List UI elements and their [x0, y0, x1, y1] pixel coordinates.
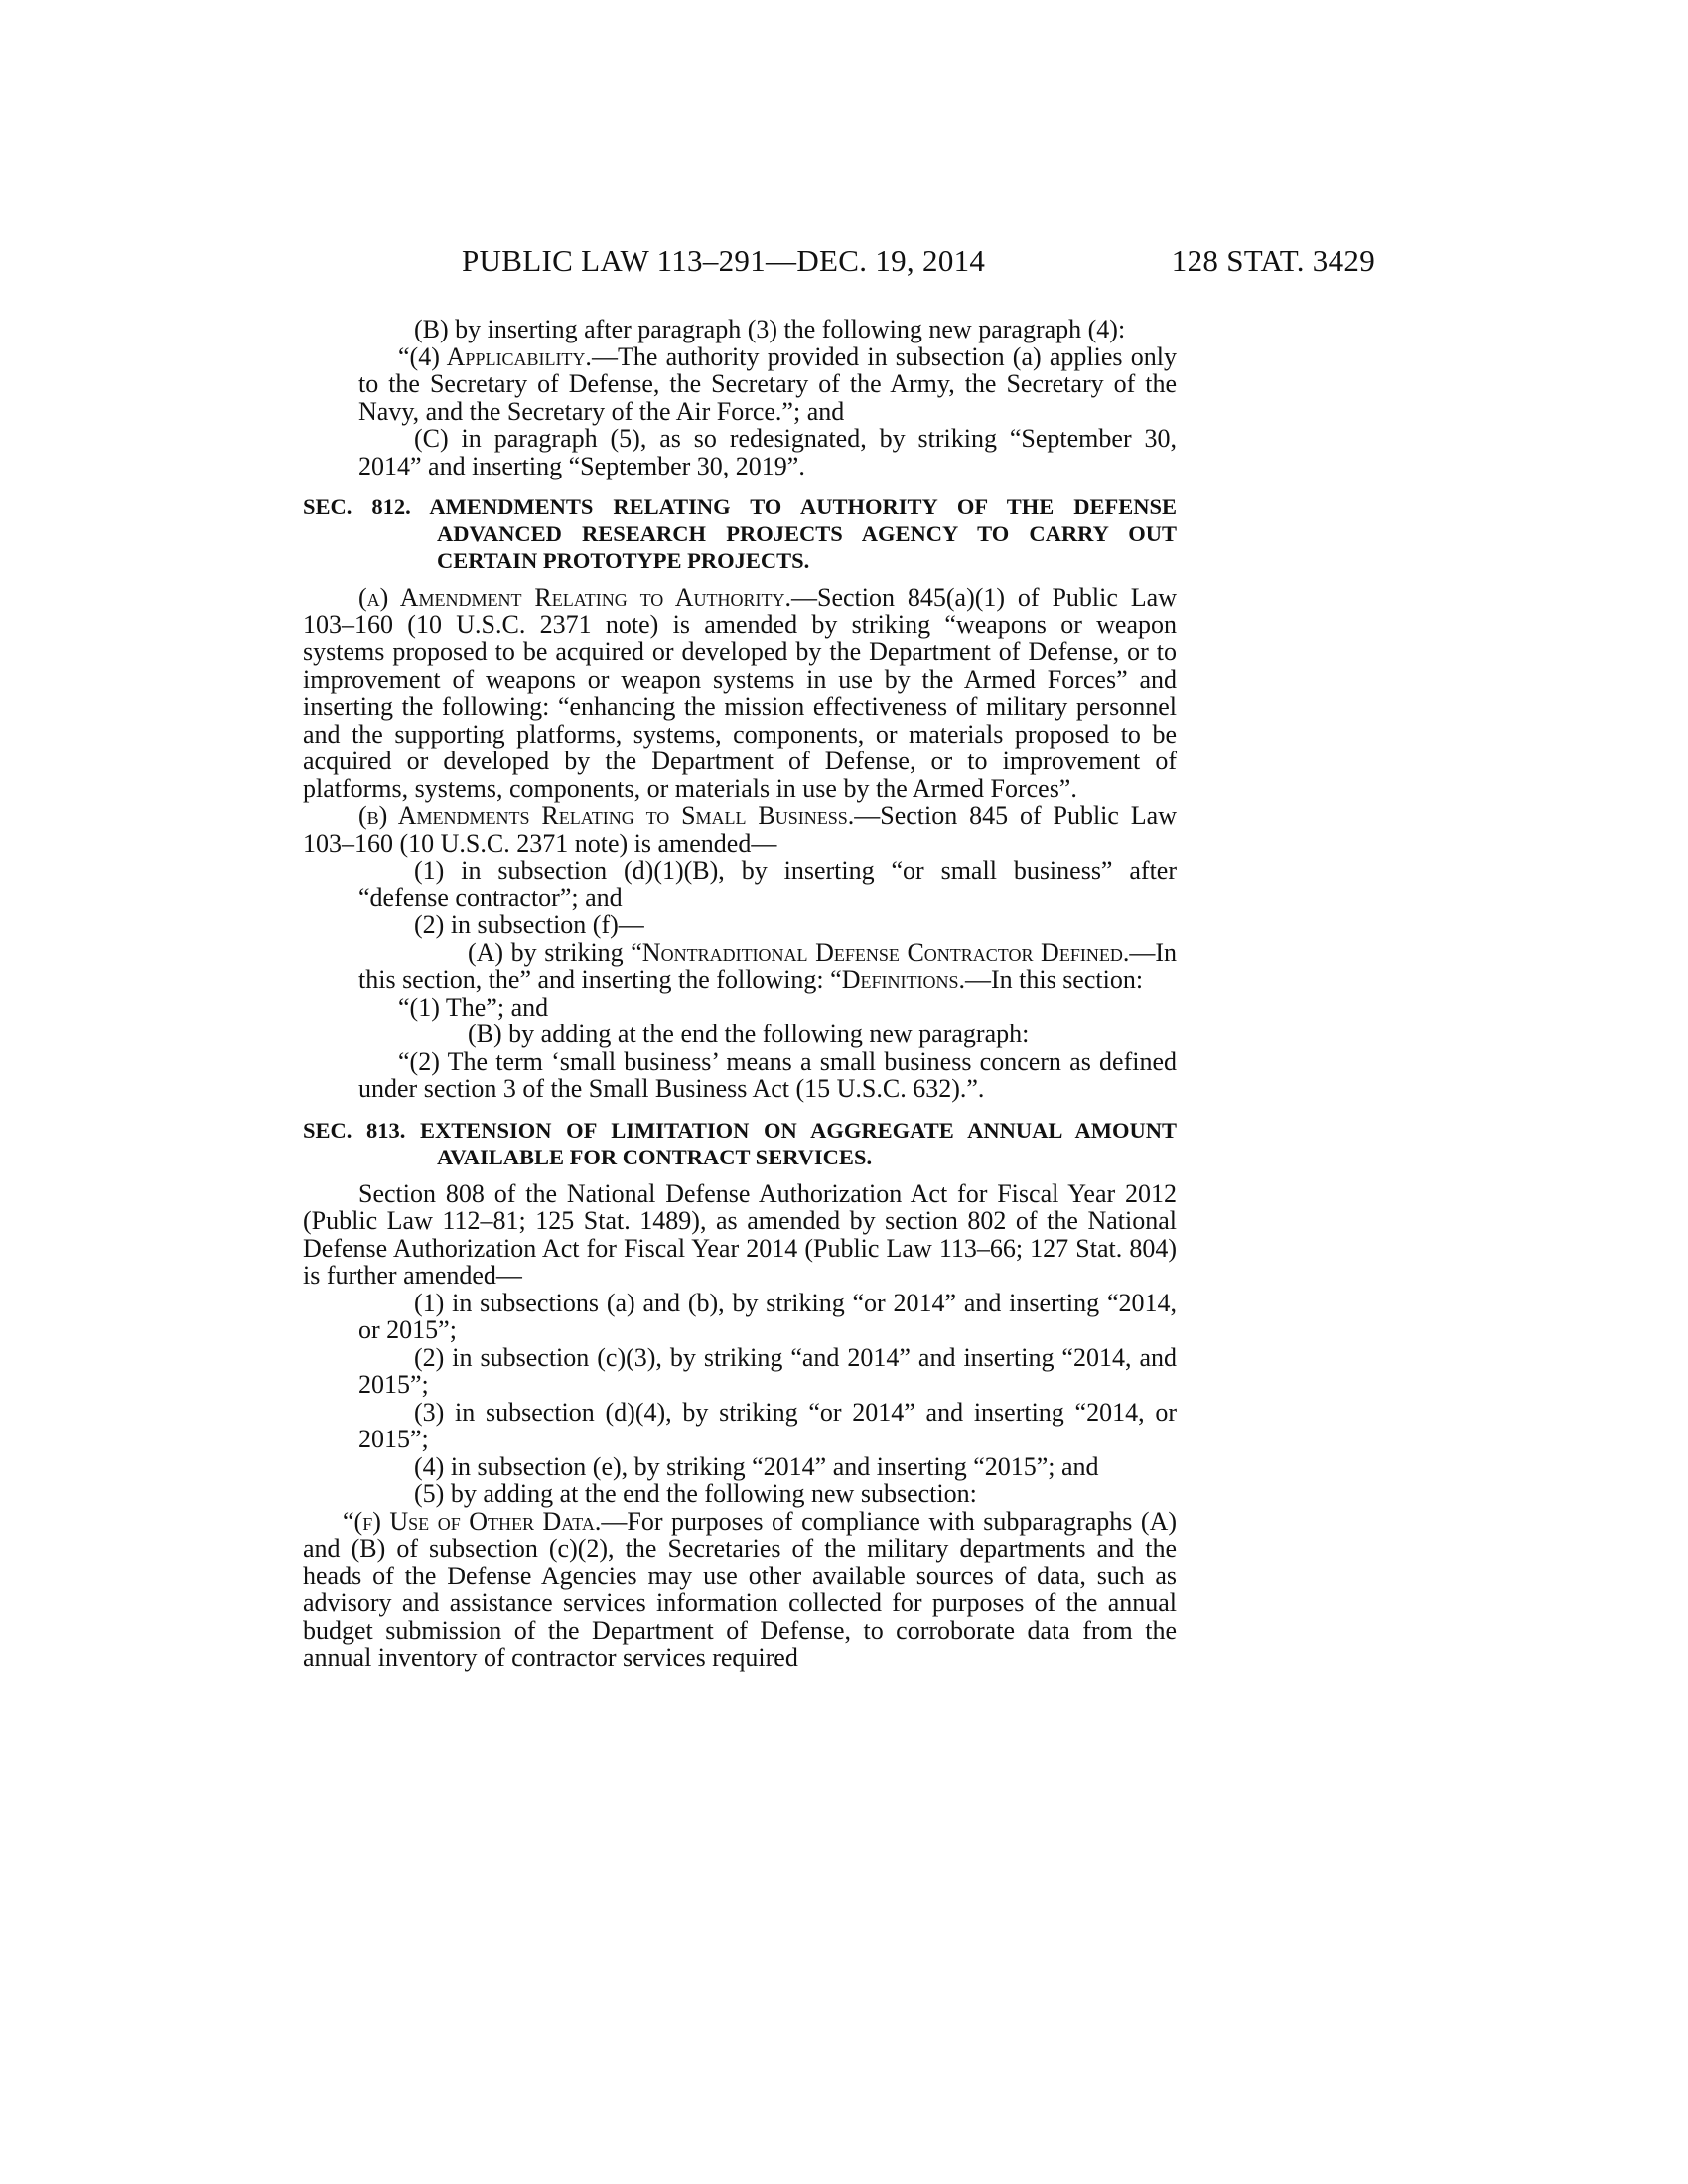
paragraph — [303, 1180, 1177, 1290]
paragraph-text: (5) by adding at the end the following new subsection: — [414, 1479, 977, 1508]
paragraph — [303, 316, 1177, 343]
paragraph — [303, 1344, 1177, 1399]
paragraph — [303, 1453, 1177, 1481]
paragraph-text: (1) in subsections (a) and (b), by striking “or 2014” and inserting “2014, or 2015”; — [358, 1288, 1177, 1344]
paragraph-text: —For purposes of compliance with subparagraphs (A) and (B) of subsection (c)(2), the Secretaries of the military departments and the heads of the Defense Agencies may use other available sources of data, such as advisory and assistance services information collected for purposes of the annual budget submission of the Department of Defense, to corroborate data from the annual inventory of contractor services required — [303, 1506, 1178, 1672]
paragraph — [303, 1048, 1177, 1103]
paragraph-text: (3) in subsection (d)(4), by striking “or 2014” and inserting “2014, or 2015”; — [358, 1397, 1177, 1453]
paragraph-text: Section 808 of the National Defense Authorization Act for Fiscal Year 2012 (Public Law 112–81; 125 Stat. 1489), as amended by section 802 of the National Defense Authorization Act for Fiscal Year 2014 (Public Law 113–66; 127 Stat. 804) is further amended— — [303, 1178, 1177, 1290]
paragraph — [303, 1021, 1177, 1048]
paragraph — [303, 857, 1177, 911]
paragraph-text: (B) by inserting after paragraph (3) the following new paragraph (4): — [414, 315, 1126, 343]
paragraph-text: (A) by striking “ — [468, 937, 642, 967]
paragraph-text: (1) in subsection (d)(1)(B), by inserting “or small business” after “defense contractor”; and — [358, 856, 1177, 912]
paragraph — [303, 939, 1177, 994]
paragraph-text: —Section 845(a)(1) of Public Law 103–160 (10 U.S.C. 2371 note) is amended by striking “weapons or weapon systems proposed to be acquired or developed by the Department of Defense, or to improvement of weapons or weapon systems in use by the Armed Forces” and inserting the following: “enhancing the mission effectiveness of military personnel and the supporting platforms, systems, components, or materials proposed to be acquired or developed by the Department of Defense, or to improvement of platforms, systems, components, or materials in use by the Armed Forces”. — [303, 583, 1177, 803]
statute-page-number: 128 STAT. 3429 — [1171, 243, 1375, 278]
paragraph-heading: “(f) Use of Other Data. — [343, 1506, 602, 1536]
paragraph-text: —Section 845 of Public Law 103–160 (10 U.S.C. 2371 note) is amended— — [303, 801, 1177, 858]
section-heading-812: SEC. 812. AMENDMENTS RELATING TO AUTHORITY OF THE DEFENSE ADVANCED RESEARCH PROJECTS AGENCY TO CARRY OUT CERTAIN PROTOTYPE PROJECTS. — [303, 494, 1177, 573]
section-heading-813: SEC. 813. EXTENSION OF LIMITATION ON AGGREGATE ANNUAL AMOUNT AVAILABLE FOR CONTRACT SERVICES. — [303, 1117, 1177, 1169]
paragraph — [303, 425, 1177, 479]
paragraph-text: “(1) The”; and — [398, 992, 549, 1022]
paragraph-heading: (a) Amendment Relating to Authority. — [358, 583, 791, 612]
paragraph-text: .—In this section, the” and inserting the following: “ — [358, 937, 1177, 994]
paragraph-text: (B) by adding at the end the following new paragraph: — [468, 1020, 1030, 1048]
paragraph — [303, 343, 1177, 426]
paragraph-heading: (b) Amendments Relating to Small Business. — [358, 801, 855, 830]
paragraph — [303, 584, 1177, 802]
paragraph — [303, 994, 1177, 1022]
document-body — [303, 316, 1177, 1672]
paragraph-text: “(2) The term ‘small business’ means a small business concern as defined under section 3 of the Small Business Act (15 U.S.C. 632).”. — [358, 1046, 1177, 1103]
paragraph-text: (4) in subsection (e), by striking “2014” and inserting “2015”; and — [414, 1451, 1099, 1481]
paragraph — [303, 1399, 1177, 1453]
paragraph-heading: “(4) Applicability. — [398, 341, 592, 371]
paragraph-heading: Nontraditional Defense Contractor Defined — [641, 937, 1123, 967]
paragraph — [303, 911, 1177, 939]
paragraph — [303, 1480, 1177, 1508]
page-header-title: PUBLIC LAW 113–291—DEC. 19, 2014 — [462, 243, 986, 278]
paragraph-heading: Definitions — [841, 965, 959, 994]
paragraph-text: .—In this section: — [958, 965, 1144, 994]
paragraph — [303, 1290, 1177, 1344]
paragraph-text: (C) in paragraph (5), as so redesignated, by striking “September 30, 2014” and inserting “September 30, 2019”. — [358, 424, 1177, 480]
paragraph — [303, 802, 1177, 857]
paragraph — [303, 1508, 1177, 1672]
page-header — [303, 243, 1375, 287]
paragraph-text: —The authority provided in subsection (a) applies only to the Secretary of Defense, the Secretary of the Army, the Secretary of the Navy, and the Secretary of the Air Force.”; and — [358, 341, 1177, 426]
paragraph-text: (2) in subsection (c)(3), by striking “and 2014” and inserting “2014, and 2015”; — [358, 1342, 1177, 1399]
paragraph-text: (2) in subsection (f)— — [414, 910, 644, 939]
